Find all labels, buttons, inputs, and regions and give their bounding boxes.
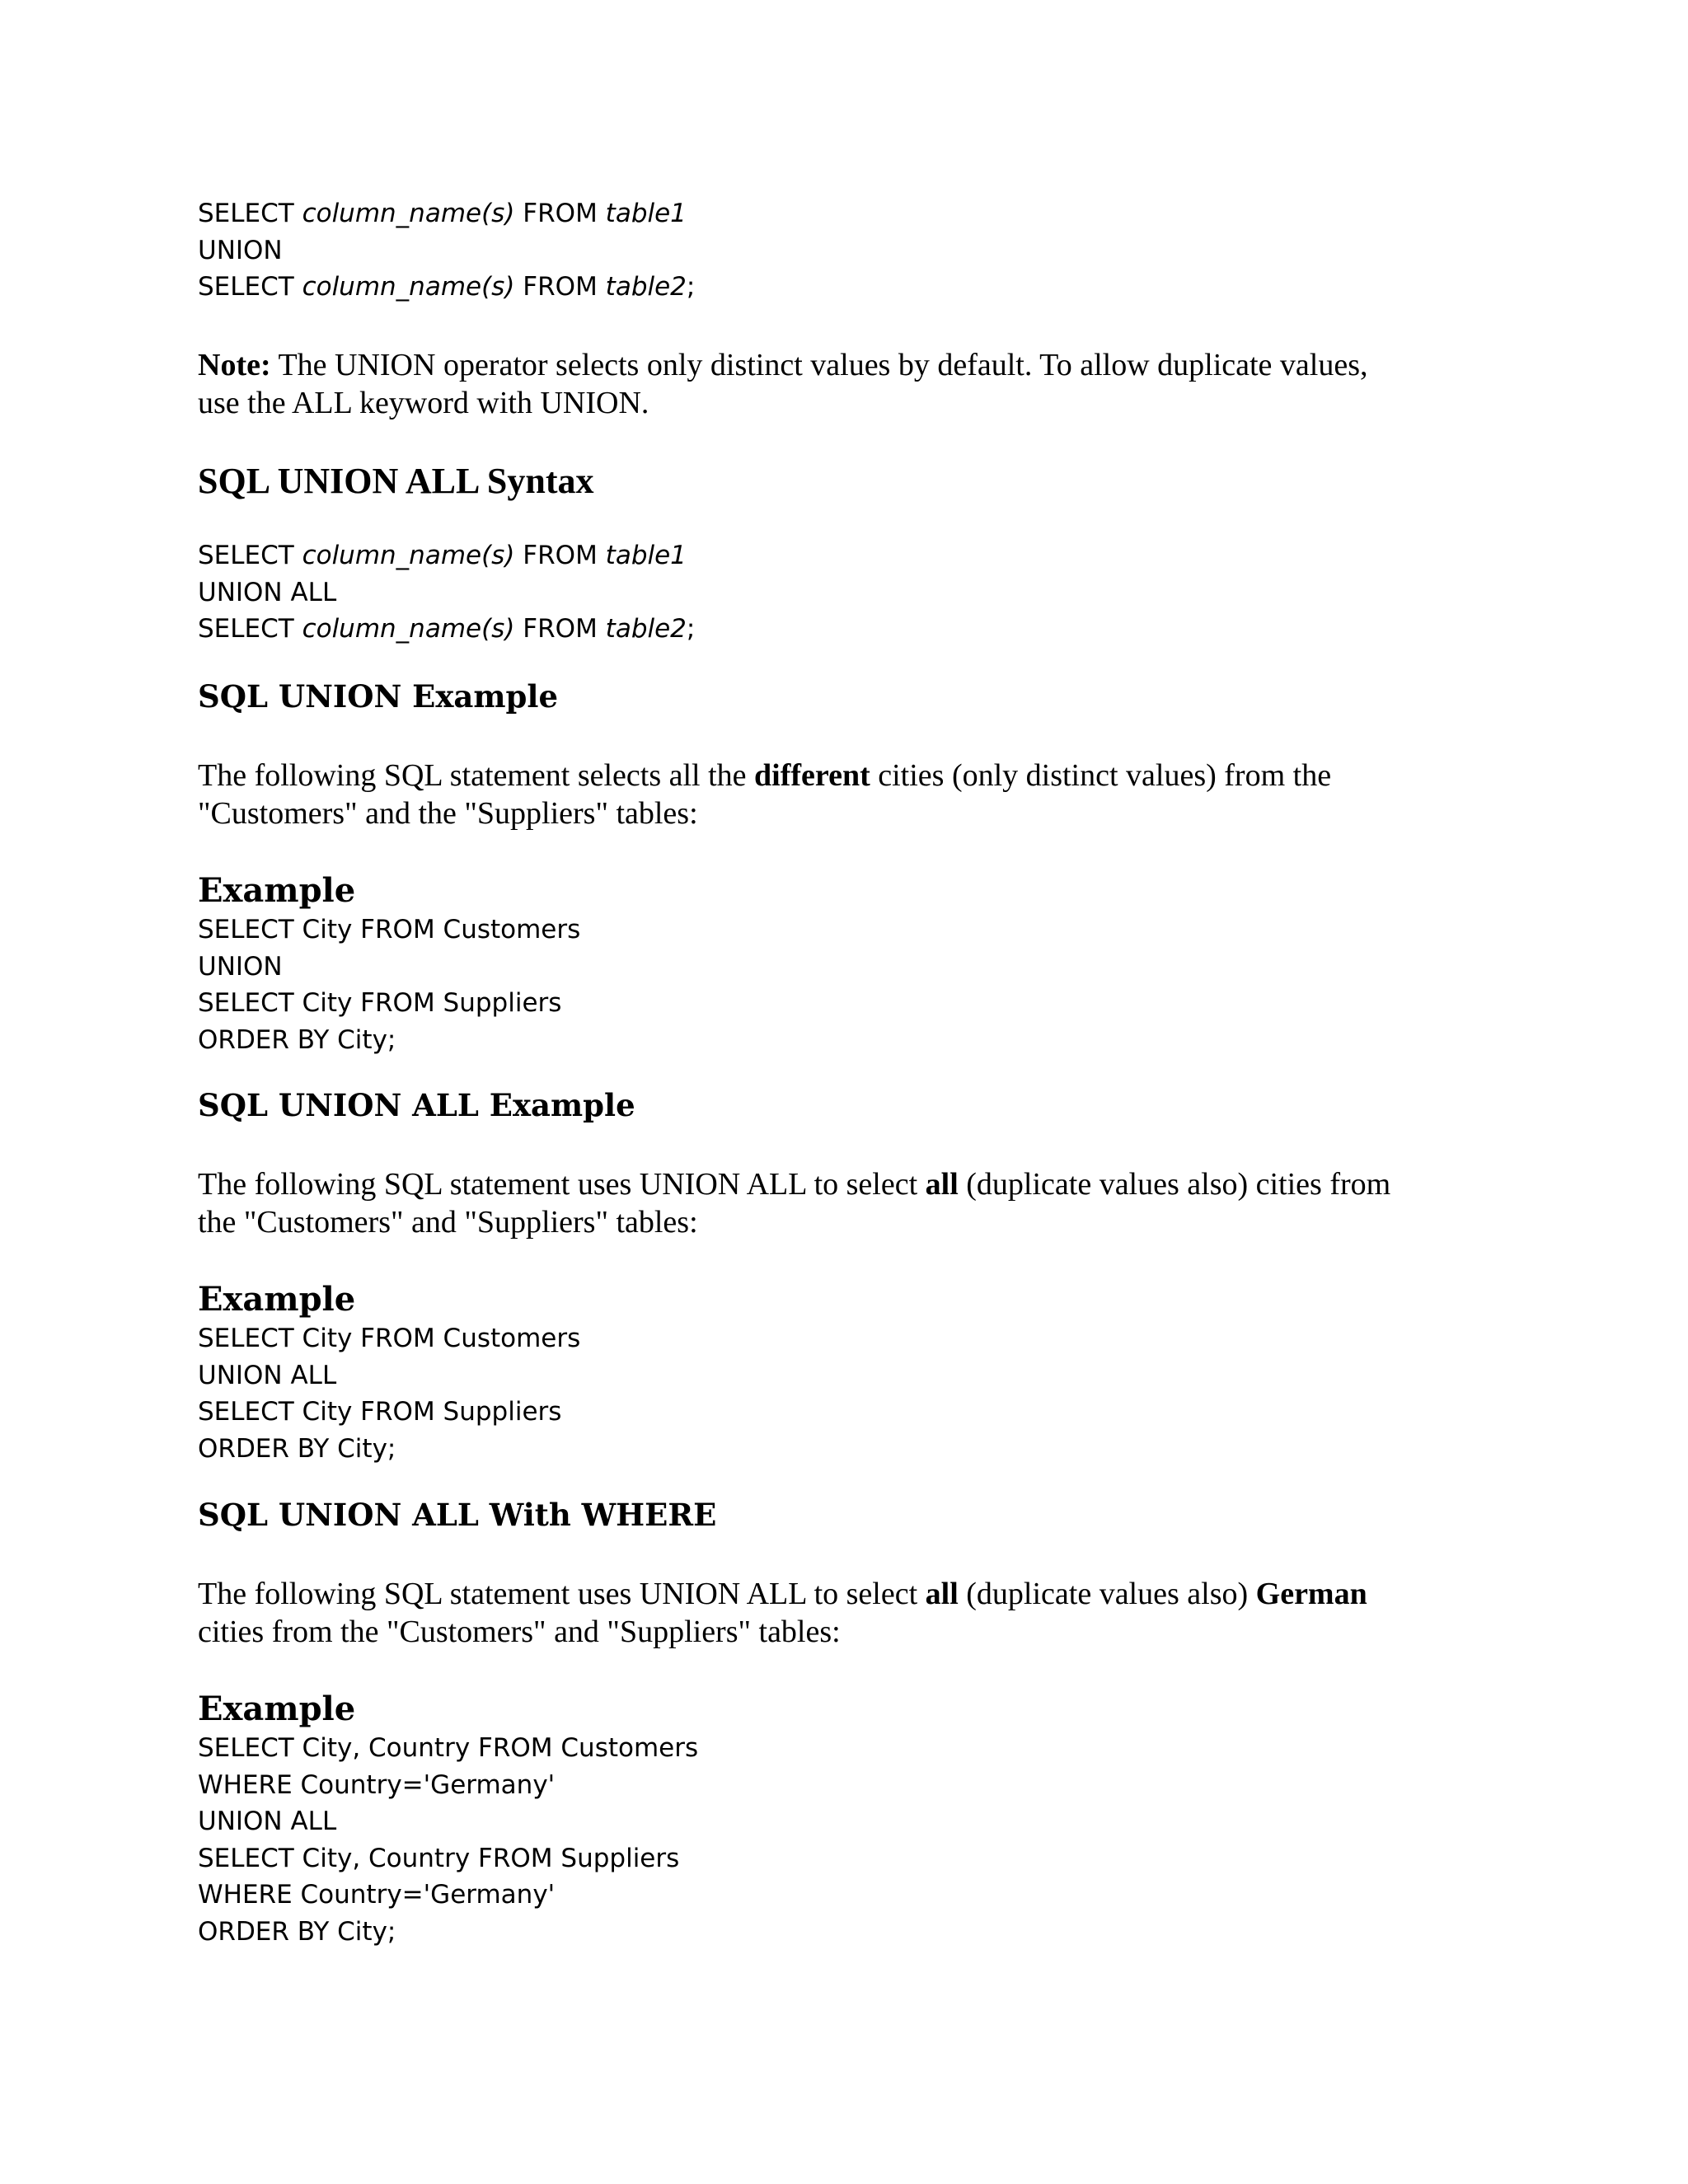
union-all-where-description: The following SQL statement uses UNION ALL to select all (duplicate values also) German cities from the "Customers" and "Suppliers" tables: [198, 1577, 1367, 1649]
example-label: Example [198, 871, 356, 910]
code-line: SELECT City FROM Suppliers [198, 1397, 562, 1427]
code-line: UNION ALL [198, 1807, 337, 1837]
code-line: WHERE Country='Germany' [198, 1880, 556, 1910]
union-example-description: The following SQL statement selects all the different cities (only distinct values) from the "Customers" and the "Suppliers" tables: [198, 758, 1332, 831]
code-line: UNION [198, 235, 283, 265]
code-line: UNION ALL [198, 577, 337, 607]
code-line: SELECT column_name(s) FROM table1 [198, 541, 687, 570]
union-syntax-code [198, 195, 695, 306]
heading-union-example: SQL UNION Example [198, 678, 559, 715]
code-line: SELECT City, Country FROM Customers [198, 1733, 699, 1763]
code-line: SELECT column_name(s) FROM table2; [198, 614, 696, 644]
union-all-syntax-code [198, 537, 695, 648]
code-line: UNION ALL [198, 1360, 337, 1390]
code-line: ORDER BY City; [198, 1024, 396, 1055]
heading-union-all-syntax: SQL UNION ALL Syntax [198, 461, 594, 501]
code-line: UNION [198, 951, 283, 982]
code-line: ORDER BY City; [198, 1433, 396, 1464]
code-line: SELECT City FROM Customers [198, 1324, 581, 1353]
union-example-code [198, 912, 580, 1058]
note-label: Note: [198, 348, 271, 382]
code-line: SELECT City FROM Customers [198, 915, 581, 944]
union-all-example-description: The following SQL statement uses UNION ALL to select all (duplicate values also) cities from the "Customers" and "Suppliers" tables: [198, 1167, 1391, 1240]
union-all-where-code [198, 1730, 698, 1951]
union-all-example-code [198, 1320, 580, 1467]
heading-union-all-example: SQL UNION ALL Example [198, 1087, 635, 1123]
heading-union-all-with-where: SQL UNION ALL With WHERE [198, 1497, 717, 1533]
code-line: SELECT City, Country FROM Suppliers [198, 1843, 680, 1873]
code-line: SELECT City FROM Suppliers [198, 988, 562, 1019]
example-label: Example [198, 1690, 356, 1728]
code-line: ORDER BY City; [198, 1916, 396, 1947]
note-paragraph: Note: The UNION operator selects only distinct values by default. To allow duplicate values, use the ALL keyword with UNION. [198, 348, 1368, 420]
code-line: WHERE Country='Germany' [198, 1769, 556, 1800]
example-label: Example [198, 1280, 356, 1319]
code-line: SELECT column_name(s) FROM table1 [198, 199, 687, 228]
code-line: SELECT column_name(s) FROM table2; [198, 272, 696, 302]
